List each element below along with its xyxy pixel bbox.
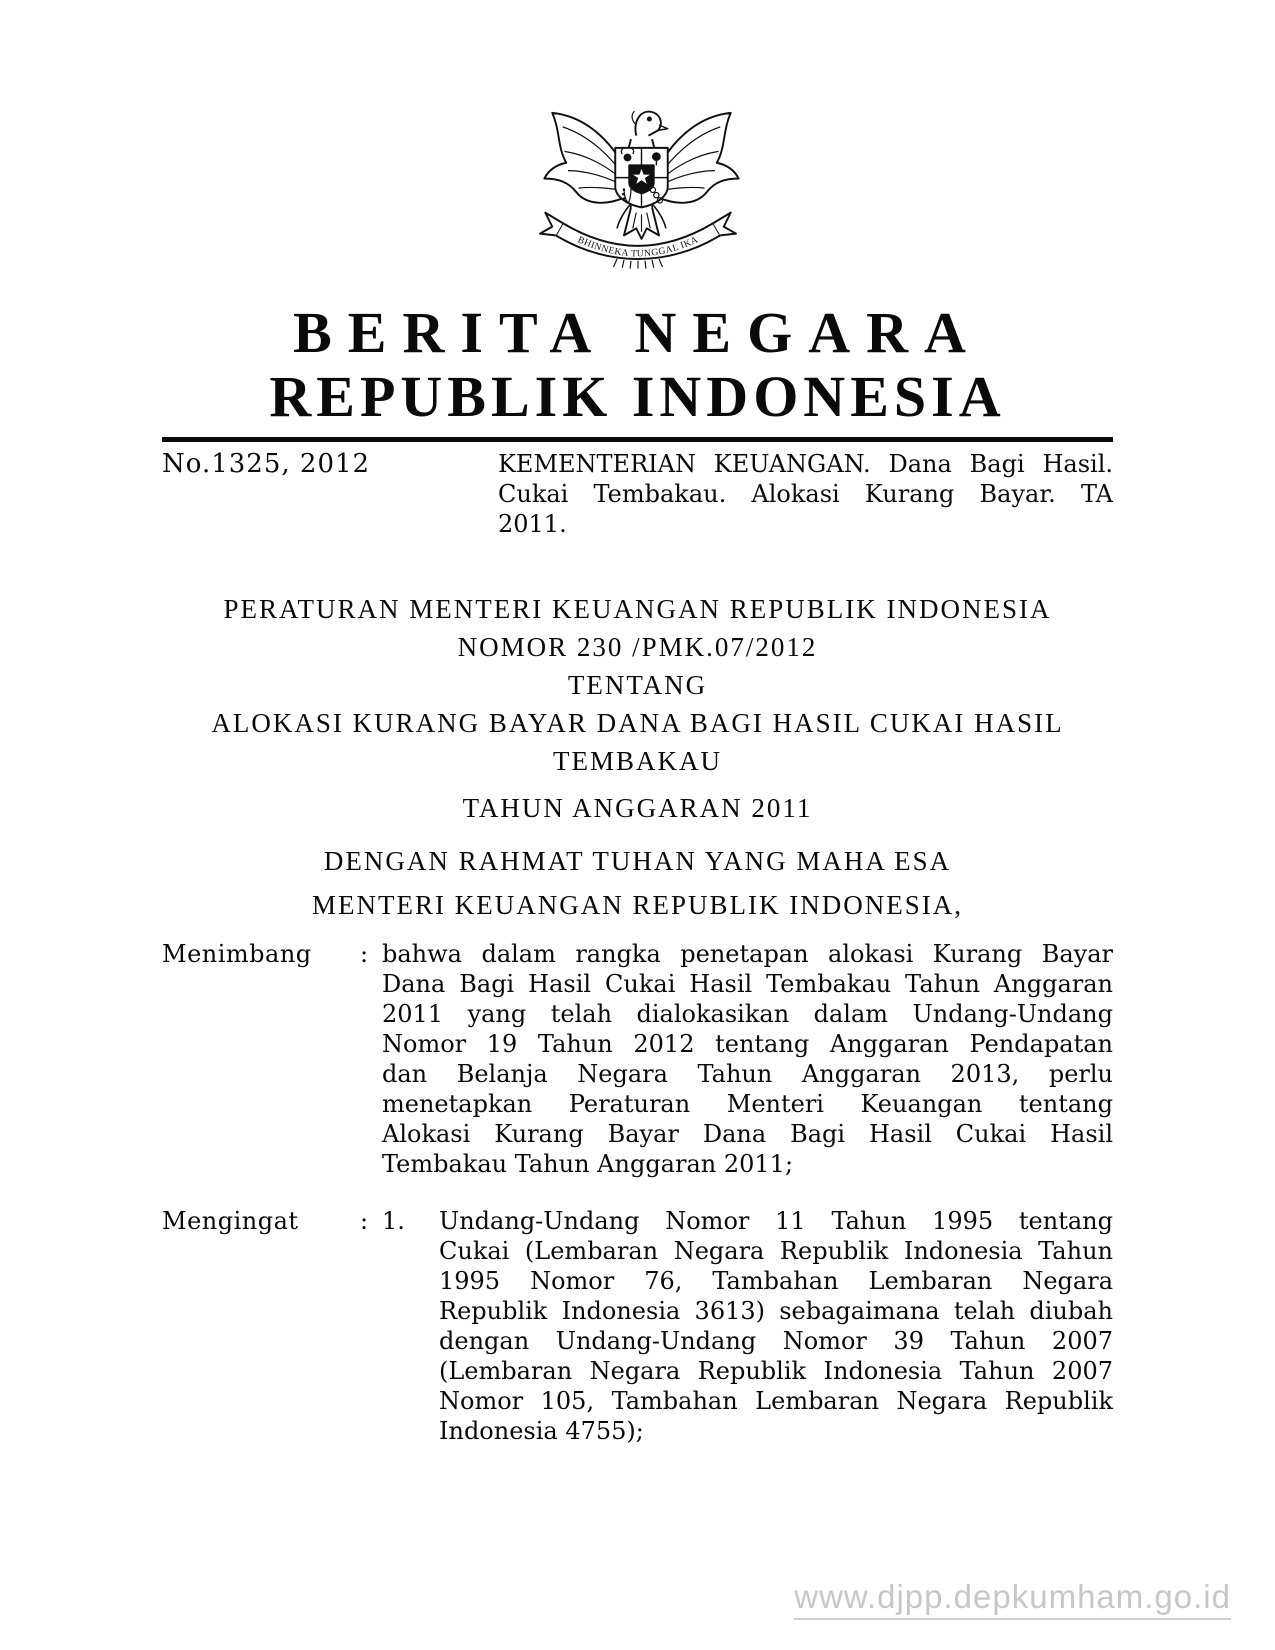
text-line: Tembakau Tahun Anggaran 2011;: [382, 1150, 794, 1178]
mengingat-section: [162, 1206, 1113, 1446]
heading-authority: MENTERI KEUANGAN REPUBLIK INDONESIA,: [312, 890, 963, 920]
text-line: Indonesia 4755);: [439, 1417, 644, 1445]
gazette-header-row: [162, 449, 1113, 539]
text-line: Dana Bagi Hasil Cukai Hasil Tembakau Tahun Anggaran: [382, 970, 1113, 998]
menimbang-section: [162, 939, 1113, 1179]
mengingat-text: [439, 1206, 1113, 1446]
site-watermark: www.djpp.depkumham.go.id: [794, 1578, 1231, 1620]
text-line: Republik Indonesia 3613) sebagaimana telah diubah: [439, 1297, 1113, 1325]
text-line: menetapkan Peraturan Menteri Keuangan tentang: [382, 1090, 1113, 1118]
text-line: 1995 Nomor 76, Tambahan Lembaran Negara: [439, 1267, 1113, 1295]
regulation-heading: [162, 590, 1113, 924]
text-line: 2011.: [498, 510, 567, 538]
menimbang-label: Menimbang: [162, 940, 312, 968]
text-line: KEMENTERIAN KEUANGAN. Dana Bagi Hasil.: [498, 450, 1113, 478]
garuda-pancasila-emblem-icon: [533, 86, 743, 278]
text-line: (Lembaran Negara Republik Indonesia Tahun 2007: [439, 1357, 1113, 1385]
text-line: 2011 yang telah dialokasikan dalam Undang-Undang: [382, 1000, 1113, 1028]
gazette-number: No.1325, 2012: [162, 449, 371, 479]
masthead-title-line1: BERITA NEGARA: [293, 300, 982, 365]
text-line: Undang-Undang Nomor 11 Tahun 1995 tentang: [439, 1207, 1113, 1235]
emblem-motto: BHINNEKA TUNGGAL IKA: [575, 234, 700, 260]
heading-invocation: DENGAN RAHMAT TUHAN YANG MAHA ESA: [323, 846, 952, 876]
heading-regulation-number: NOMOR 230 /PMK.07/2012: [457, 632, 818, 662]
text-line: Cukai Tembakau. Alokasi Kurang Bayar. TA: [498, 480, 1113, 508]
text-line: Cukai (Lembaran Negara Republik Indonesia Tahun: [439, 1237, 1113, 1265]
masthead-title-line2: REPUBLIK INDONESIA: [269, 364, 1006, 429]
text-line: Nomor 19 Tahun 2012 tentang Anggaran Pendapatan: [382, 1030, 1113, 1058]
mengingat-label: Mengingat: [162, 1207, 299, 1235]
menimbang-text: [382, 939, 1113, 1179]
heading-subject: ALOKASI KURANG BAYAR DANA BAGI HASIL CUKAI HASIL TEMBAKAU: [211, 708, 1064, 776]
text-line: dengan Undang-Undang Nomor 39 Tahun 2007: [439, 1327, 1113, 1355]
heading-regulation-title: PERATURAN MENTERI KEUANGAN REPUBLIK INDONESIA: [223, 594, 1052, 624]
mengingat-item-1: [382, 1206, 1113, 1446]
masthead-divider-rule: [162, 437, 1113, 442]
menimbang-separator: :: [360, 940, 369, 968]
heading-fiscal-year: TAHUN ANGGARAN 2011: [462, 793, 813, 823]
heading-tentang: TENTANG: [567, 670, 708, 700]
text-line: bahwa dalam rangka penetapan alokasi Kurang Bayar: [382, 940, 1113, 968]
mengingat-item-number: 1.: [382, 1207, 405, 1235]
text-line: dan Belanja Negara Tahun Anggaran 2013, perlu: [382, 1060, 1113, 1088]
mengingat-separator: :: [360, 1207, 369, 1235]
gazette-subject: [498, 449, 1113, 539]
text-line: Alokasi Kurang Bayar Dana Bagi Hasil Cukai Hasil: [382, 1120, 1113, 1148]
text-line: Nomor 105, Tambahan Lembaran Negara Republik: [439, 1387, 1113, 1415]
